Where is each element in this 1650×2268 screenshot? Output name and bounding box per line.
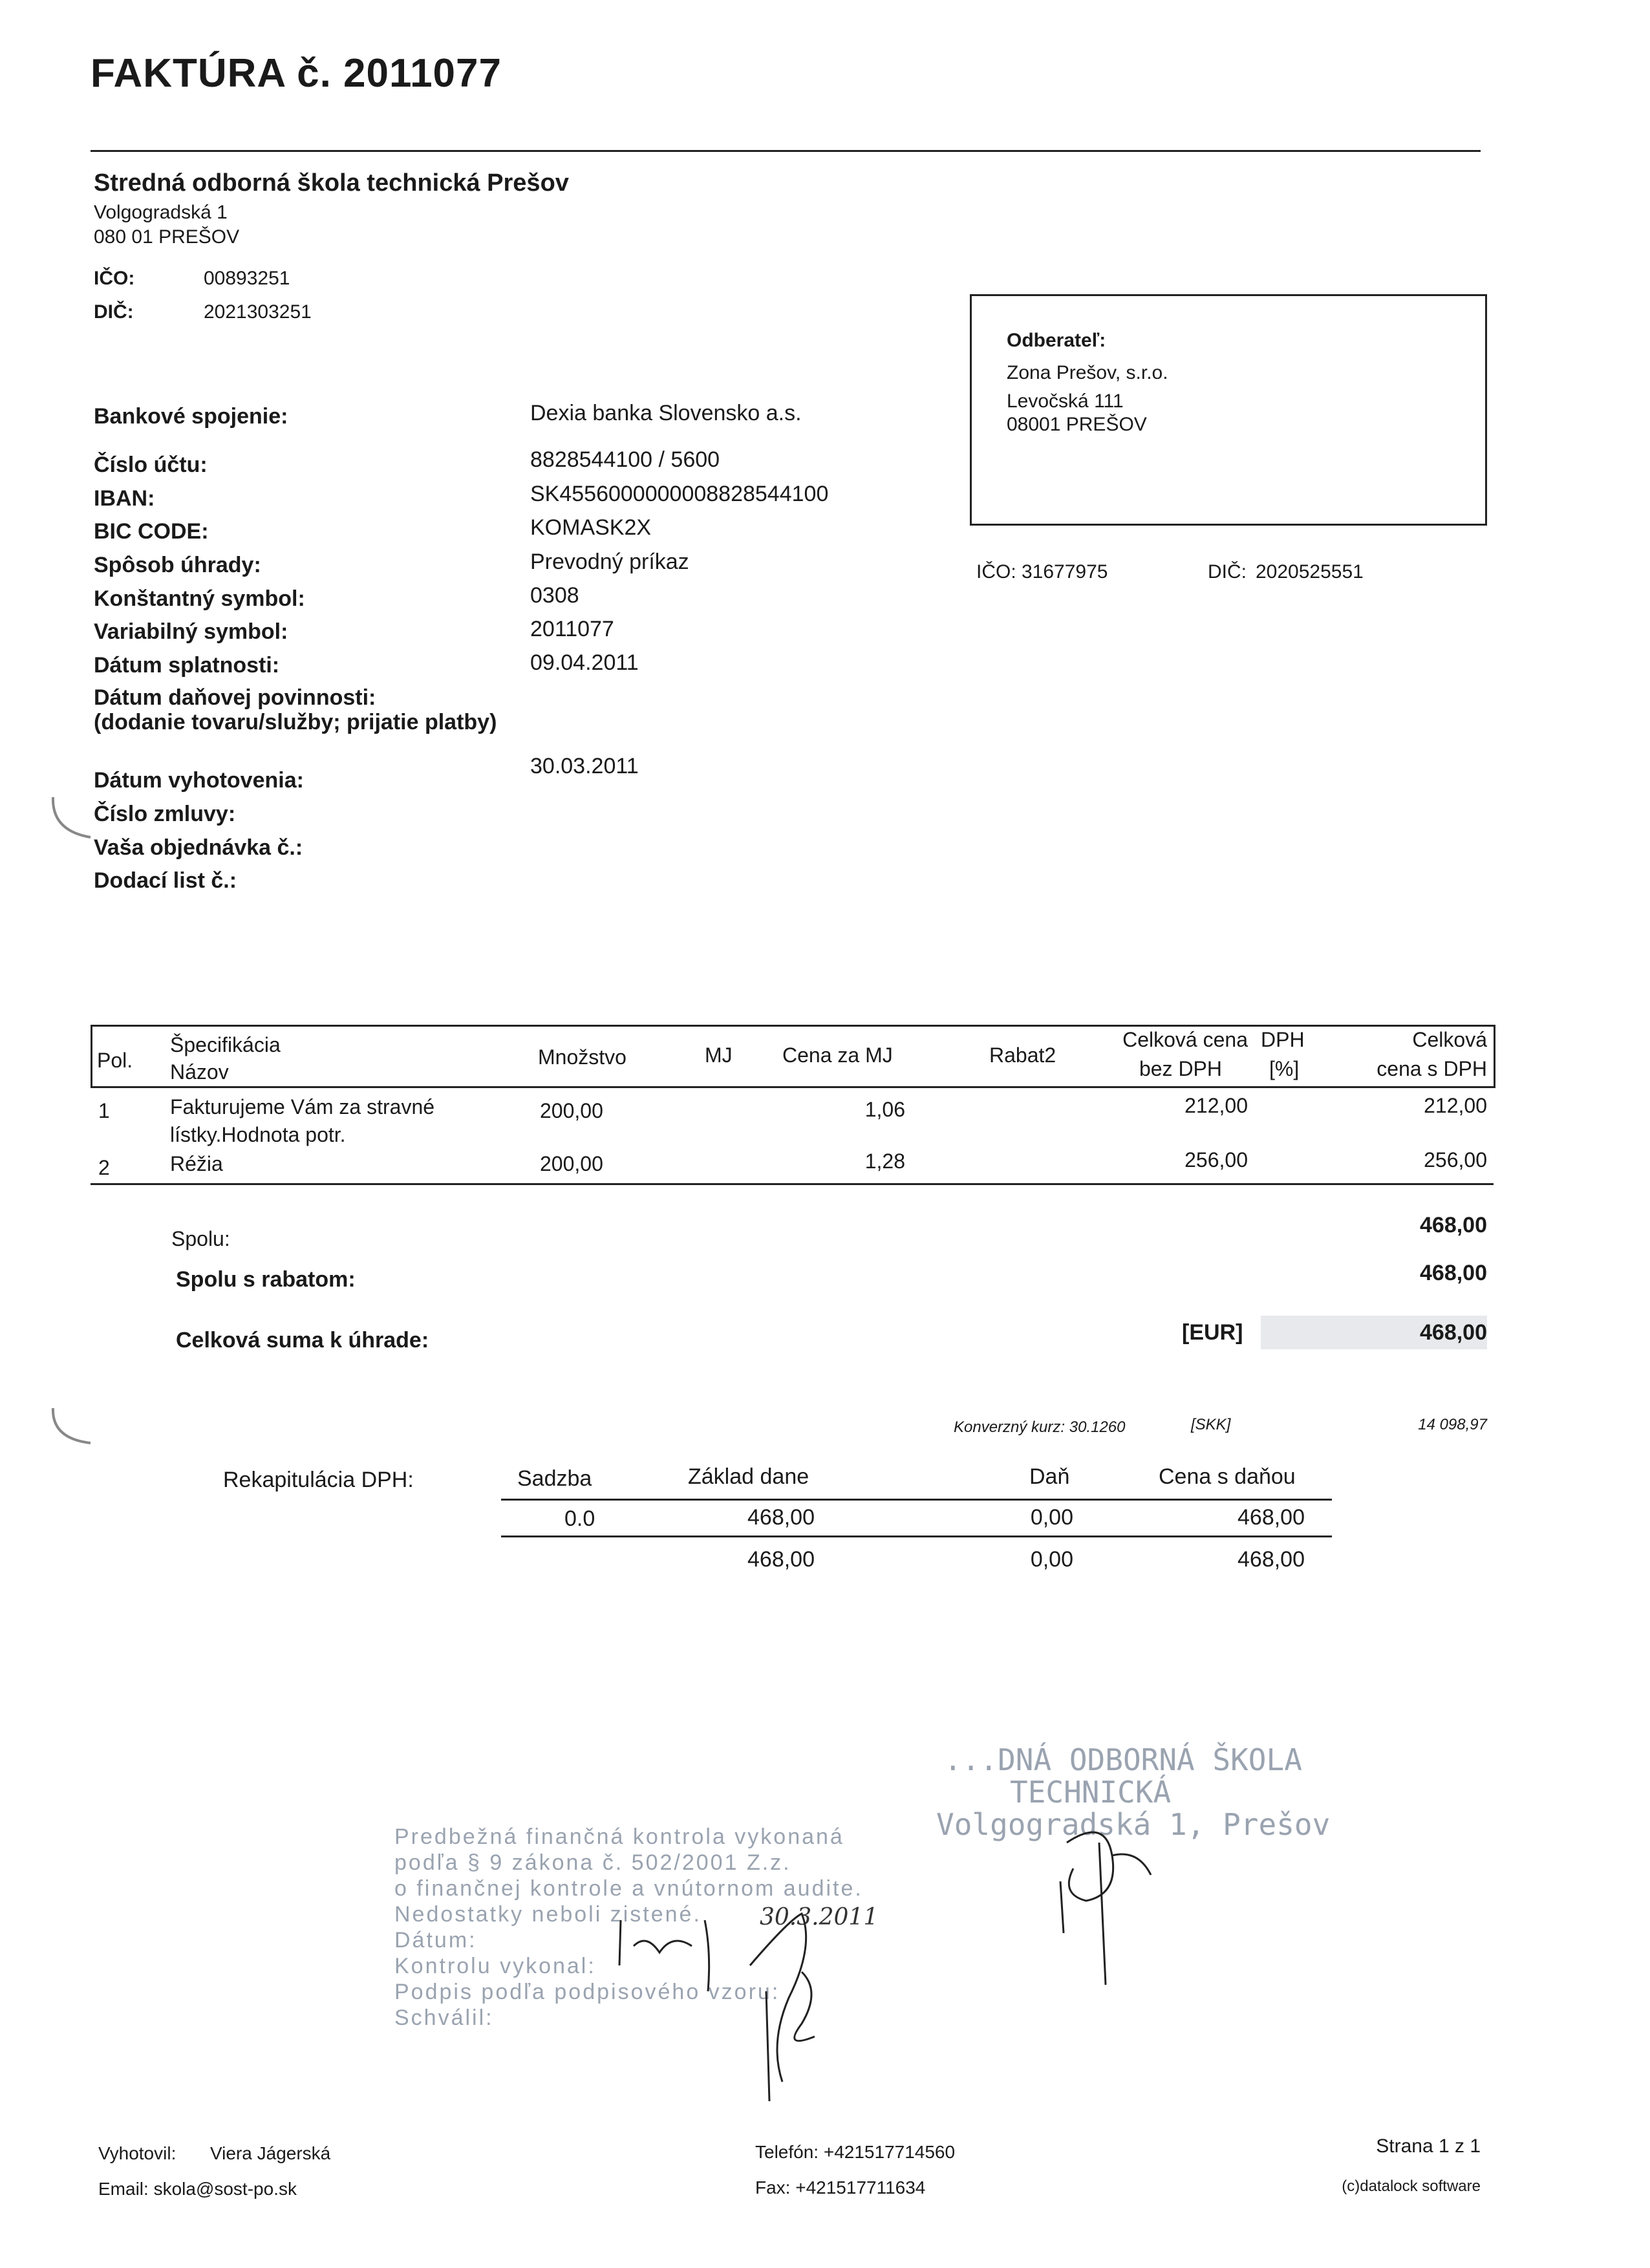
control-stamp-line4: Nedostatky neboli zistené. bbox=[394, 1902, 702, 1927]
vat-row-tax: 0,00 bbox=[1030, 1505, 1073, 1530]
vat-recap-label: Rekapitulácia DPH: bbox=[223, 1468, 414, 1492]
row1-name2: lístky.Hodnota potr. bbox=[170, 1123, 346, 1146]
vat-col-rate: Sadzba bbox=[517, 1466, 592, 1491]
vat-header-line bbox=[501, 1499, 1332, 1501]
vat-row-base: 468,00 bbox=[747, 1505, 815, 1530]
supplier-ico-label: IČO: bbox=[94, 268, 135, 289]
footer-phone: Telefón: +421517714560 bbox=[755, 2142, 956, 2162]
col-total-incl-2: cena s DPH bbox=[1377, 1057, 1487, 1080]
bank-label-6: Variabilný symbol: bbox=[94, 619, 288, 644]
vat-sum-tax: 0,00 bbox=[1030, 1547, 1073, 1572]
bank-label-5: Konštantný symbol: bbox=[94, 586, 305, 611]
customer-name: Zona Prešov, s.r.o. bbox=[1007, 362, 1168, 383]
bank-label-4: Spôsob úhrady: bbox=[94, 553, 261, 577]
bank-label-7: Dátum splatnosti: bbox=[94, 653, 280, 678]
delivery-label: Dodací list č.: bbox=[94, 868, 237, 893]
sum-value: 468,00 bbox=[1420, 1213, 1487, 1237]
customer-dic-label: DIČ: bbox=[1208, 561, 1247, 583]
row2-total-incl: 256,00 bbox=[1424, 1148, 1487, 1171]
col-mj: MJ bbox=[705, 1043, 733, 1067]
grand-total-currency: [EUR] bbox=[1182, 1320, 1243, 1345]
bank-value-1: 8828544100 / 5600 bbox=[530, 447, 720, 472]
control-stamp-line2: podľa § 9 zákona č. 502/2001 Z.z. bbox=[394, 1850, 791, 1875]
page-number: Strana 1 z 1 bbox=[1376, 2135, 1481, 2157]
bank-label-0: Bankové spojenie: bbox=[94, 404, 288, 429]
customer-ico-label: IČO: bbox=[976, 561, 1016, 583]
customer-dic: 2020525551 bbox=[1256, 561, 1364, 583]
handwritten-date: 30.3.2011 bbox=[760, 1904, 879, 1931]
col-unit-price: Cena za MJ bbox=[782, 1043, 893, 1067]
items-bottom-line bbox=[91, 1183, 1494, 1185]
software-credit: (c)datalock software bbox=[1342, 2177, 1481, 2195]
customer-city: 08001 PREŠOV bbox=[1007, 414, 1147, 435]
control-stamp-line7: Podpis podľa podpisového vzoru: bbox=[394, 1980, 780, 2004]
control-stamp-line5: Dátum: bbox=[394, 1928, 477, 1952]
footer-email: Email: skola@sost-po.sk bbox=[98, 2179, 297, 2199]
issue-date-label: Dátum vyhotovenia: bbox=[94, 768, 304, 793]
vat-sum-base: 468,00 bbox=[747, 1547, 815, 1572]
col-name: Názov bbox=[170, 1060, 229, 1084]
prepared-by-name: Viera Jágerská bbox=[210, 2143, 331, 2163]
bank-value-0: Dexia banka Slovensko a.s. bbox=[530, 401, 802, 425]
vat-col-base: Základ dane bbox=[688, 1464, 809, 1489]
bank-value-7: 09.04.2011 bbox=[530, 650, 639, 675]
school-stamp-line1: ...DNÁ ODBORNÁ ŠKOLA bbox=[944, 1742, 1302, 1777]
footer-fax: Fax: +421517711634 bbox=[755, 2177, 926, 2198]
row1-qty: 200,00 bbox=[540, 1099, 603, 1122]
conversion-currency: [SKK] bbox=[1191, 1416, 1231, 1433]
vat-sum-total: 468,00 bbox=[1238, 1547, 1305, 1572]
bank-value-4: Prevodný príkaz bbox=[530, 550, 689, 574]
grand-total-label: Celková suma k úhrade: bbox=[176, 1328, 429, 1353]
row2-unit-price: 1,28 bbox=[864, 1150, 905, 1173]
title-divider bbox=[91, 150, 1481, 152]
col-total-excl: Celková cena bbox=[1122, 1028, 1248, 1051]
order-label: Vaša objednávka č.: bbox=[94, 835, 303, 860]
supplier-street: Volgogradská 1 bbox=[94, 202, 228, 223]
bank-value-3: KOMASK2X bbox=[530, 515, 652, 540]
vat-sum-line bbox=[501, 1535, 1332, 1537]
invoice-title: FAKTÚRA č. 2011077 bbox=[91, 51, 502, 96]
row1-name: Fakturujeme Vám za stravné bbox=[170, 1095, 435, 1118]
supplier-ico: 00893251 bbox=[204, 268, 290, 289]
sum-rabat-value: 468,00 bbox=[1420, 1261, 1487, 1285]
row1-pol: 1 bbox=[98, 1099, 110, 1122]
sum-label: Spolu: bbox=[171, 1227, 230, 1250]
row2-total-excl: 256,00 bbox=[1184, 1148, 1248, 1171]
sum-rabat-label: Spolu s rabatom: bbox=[176, 1267, 356, 1292]
customer-street: Levočská 111 bbox=[1007, 390, 1124, 412]
control-stamp-line8: Schválil: bbox=[394, 2006, 494, 2030]
issue-date-value: 30.03.2011 bbox=[530, 754, 639, 778]
row2-pol: 2 bbox=[98, 1156, 110, 1179]
col-total-excl-2: bez DPH bbox=[1139, 1057, 1222, 1080]
row1-total-excl: 212,00 bbox=[1184, 1094, 1248, 1117]
customer-label: Odberateľ: bbox=[1007, 330, 1106, 351]
col-rabat: Rabat2 bbox=[989, 1043, 1056, 1067]
bank-label-3: BIC CODE: bbox=[94, 519, 209, 544]
vat-col-tax: Daň bbox=[1029, 1464, 1070, 1489]
signature-left bbox=[608, 1894, 996, 2114]
col-qty: Množstvo bbox=[538, 1045, 627, 1069]
school-stamp-line3: Volgogradská 1, Prešov bbox=[936, 1807, 1331, 1842]
row1-unit-price: 1,06 bbox=[864, 1098, 905, 1121]
signature-right bbox=[1047, 1804, 1190, 1998]
col-vat-2: [%] bbox=[1269, 1057, 1300, 1080]
row2-qty: 200,00 bbox=[540, 1152, 603, 1175]
col-vat: DPH bbox=[1261, 1028, 1305, 1051]
conversion-value: 14 098,97 bbox=[1418, 1416, 1487, 1433]
punch-mark-top bbox=[45, 792, 97, 850]
prepared-by-label: Vyhotovil: bbox=[98, 2143, 177, 2163]
tax-date-sublabel: (dodanie tovaru/služby; prijatie platby) bbox=[94, 710, 497, 734]
col-spec: Špecifikácia bbox=[170, 1033, 281, 1056]
supplier-city: 080 01 PREŠOV bbox=[94, 226, 240, 248]
tax-date-label: Dátum daňovej povinnosti: bbox=[94, 685, 376, 710]
bank-label-2: IBAN: bbox=[94, 486, 155, 511]
vat-row-total: 468,00 bbox=[1238, 1505, 1305, 1530]
supplier-dic-label: DIČ: bbox=[94, 301, 134, 323]
vat-row-rate: 0.0 bbox=[564, 1506, 595, 1531]
vat-col-total: Cena s daňou bbox=[1159, 1464, 1296, 1489]
bank-value-5: 0308 bbox=[530, 583, 579, 608]
control-stamp-line3: o finančnej kontrole a vnútornom audite. bbox=[394, 1876, 863, 1901]
bank-label-1: Číslo účtu: bbox=[94, 453, 208, 477]
grand-total-value: 468,00 bbox=[1420, 1320, 1487, 1345]
punch-mark-bottom bbox=[45, 1403, 97, 1455]
col-total-incl: Celková bbox=[1412, 1028, 1487, 1051]
bank-value-6: 2011077 bbox=[530, 617, 614, 641]
customer-ico: 31677975 bbox=[1022, 561, 1108, 583]
supplier-name: Stredná odborná škola technická Prešov bbox=[94, 169, 569, 197]
conversion-rate: Konverzný kurz: 30.1260 bbox=[954, 1418, 1126, 1436]
school-stamp-line2: TECHNICKÁ bbox=[1010, 1775, 1172, 1810]
row1-total-incl: 212,00 bbox=[1424, 1094, 1487, 1117]
supplier-dic: 2021303251 bbox=[204, 301, 312, 323]
bank-value-2: SK4556000000008828544100 bbox=[530, 482, 829, 506]
control-stamp-line1: Predbežná finančná kontrola vykonaná bbox=[394, 1824, 844, 1849]
control-stamp-line6: Kontrolu vykonal: bbox=[394, 1954, 596, 1978]
col-pol: Pol. bbox=[97, 1049, 133, 1072]
contract-label: Číslo zmluvy: bbox=[94, 802, 236, 826]
row2-name: Réžia bbox=[170, 1152, 223, 1175]
